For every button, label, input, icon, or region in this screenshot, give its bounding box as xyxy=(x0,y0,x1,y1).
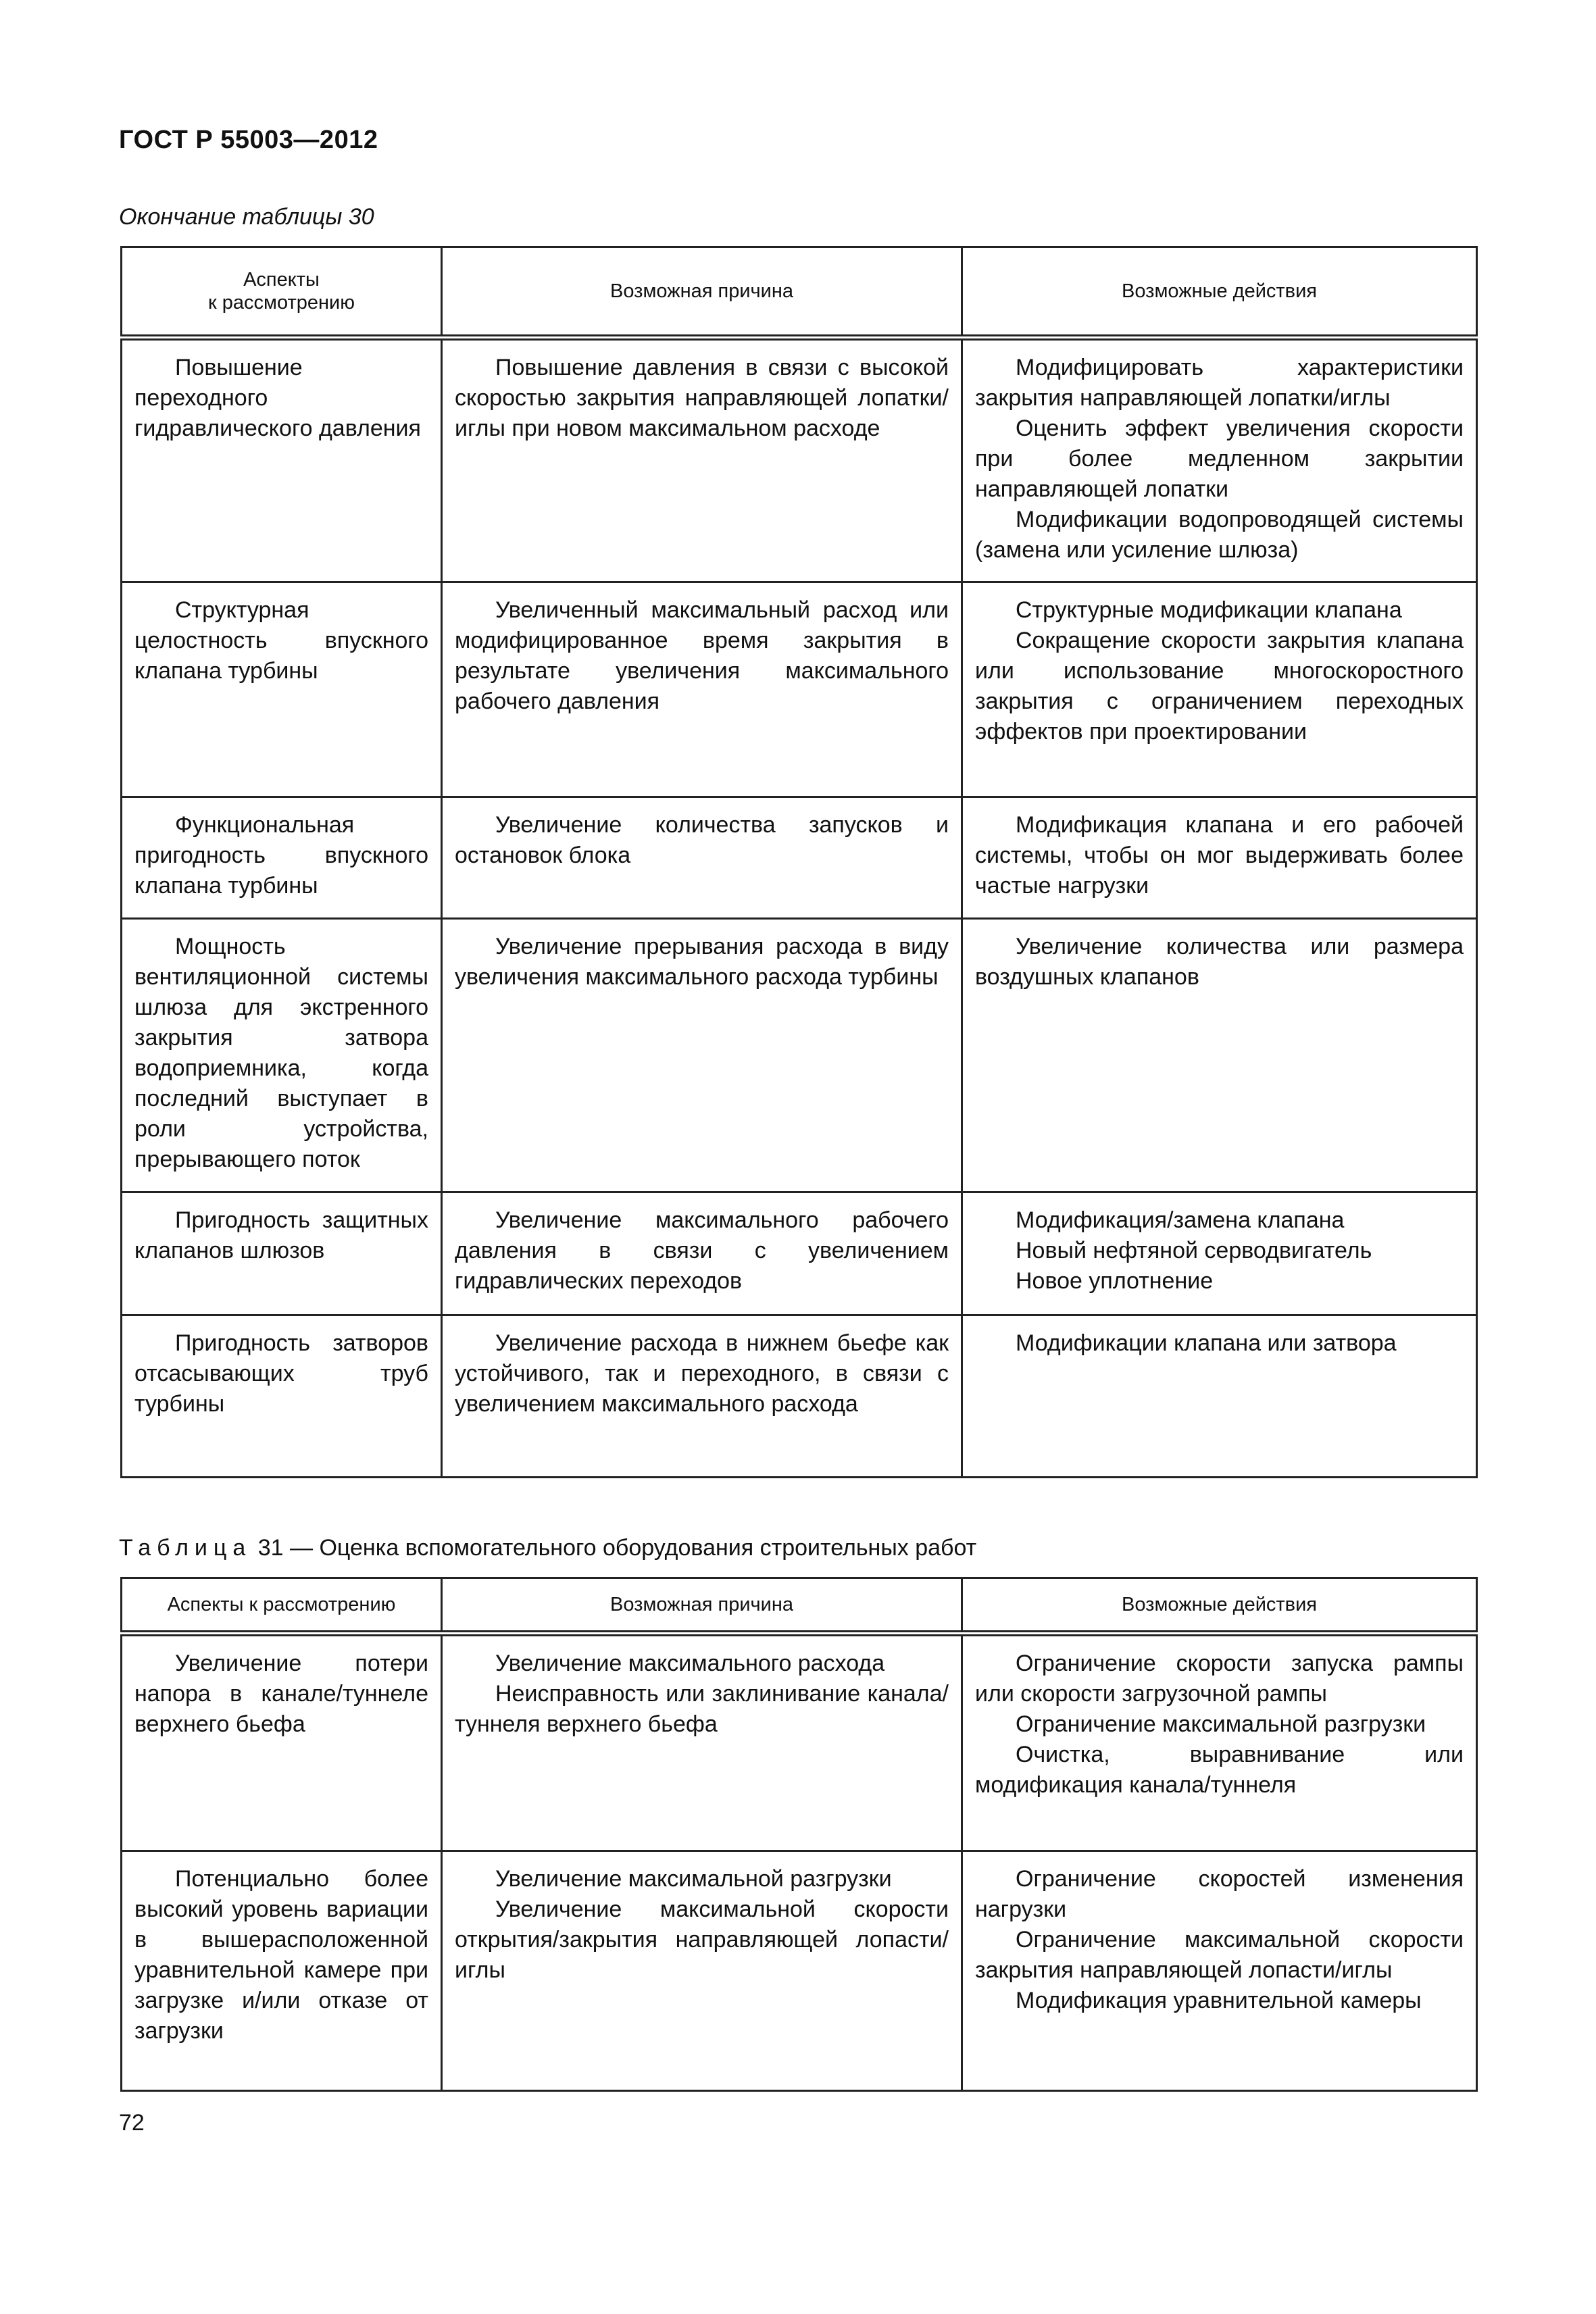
table31-caption xyxy=(119,1535,976,1561)
actions-cell xyxy=(962,338,1477,582)
cause-cell xyxy=(442,1192,962,1315)
cell-paragraph: Повышение переходного гидравлического давления xyxy=(134,355,421,441)
cause-cell xyxy=(442,338,962,582)
cell-paragraph: Увеличение максимальной скорости открытия/закрытия направляющей лопасти/иглы xyxy=(455,1896,949,1983)
aspect-cell xyxy=(122,1315,442,1478)
cell-paragraph: Увеличение количества или размера воздушных клапанов xyxy=(975,934,1464,990)
column-header-actions: Возможные действия xyxy=(962,1578,1477,1634)
cell-paragraph: Структурные модификации клапана xyxy=(1016,597,1402,623)
cell-paragraph: Увеличение потери напора в канале/туннеле верхнего бьефа xyxy=(134,1651,428,1737)
table-row xyxy=(122,1192,1477,1315)
cause-cell xyxy=(442,1634,962,1851)
aspect-cell xyxy=(122,582,442,797)
cause-cell xyxy=(442,797,962,919)
page-number: 72 xyxy=(119,2110,145,2136)
actions-cell xyxy=(962,1634,1477,1851)
column-header-cause: Возможная причина xyxy=(442,1578,962,1634)
table-row xyxy=(122,1851,1477,2091)
table31-body xyxy=(122,1634,1477,2091)
table-row xyxy=(122,582,1477,797)
column-header-aspects: Аспекты к рассмотрению xyxy=(122,1578,442,1634)
cell-paragraph: Модификации водопроводящей системы (замена или усиление шлюза) xyxy=(975,507,1464,563)
aspect-cell xyxy=(122,1634,442,1851)
cell-paragraph: Очистка, выравнивание или модификация канала/туннеля xyxy=(975,1742,1464,1798)
cell-paragraph: Новый нефтяной серводвигатель xyxy=(1016,1238,1372,1263)
aspect-cell xyxy=(122,919,442,1192)
actions-cell xyxy=(962,1192,1477,1315)
cell-paragraph: Сокращение скорости закрытия клапана или использование многоскоростного закрытия с ограничением переходных эффектов при проектировании xyxy=(975,628,1464,745)
table31-caption-text: 31 — Оценка вспомогательного оборудования строительных работ xyxy=(251,1535,977,1561)
cell-paragraph: Оценить эффект увеличения скорости при более медленном закрытии направляющей лопатки xyxy=(975,416,1464,502)
column-header-aspects: Аспекты к рассмотрению xyxy=(122,247,442,338)
actions-cell xyxy=(962,797,1477,919)
cell-paragraph: Ограничение скорости запуска рампы или скорости загрузочной рампы xyxy=(975,1651,1464,1707)
cell-paragraph: Увеличение максимального рабочего давления в связи с увеличением гидравлических переходов xyxy=(455,1207,949,1294)
cell-paragraph: Мощность вентиляционной системы шлюза для экстренного закрытия затвора водоприемника, когда последний выступает в роли устройства, прерывающего поток xyxy=(134,934,428,1172)
table-row xyxy=(122,1315,1477,1478)
cause-cell xyxy=(442,582,962,797)
actions-cell xyxy=(962,582,1477,797)
cell-paragraph: Увеличение количества запусков и остановок блока xyxy=(455,812,949,868)
actions-cell xyxy=(962,1851,1477,2091)
cell-paragraph: Ограничение скоростей изменения нагрузки xyxy=(975,1866,1464,1922)
cell-paragraph: Увеличенный максимальный расход или модифицированное время закрытия в результате увеличения максимального рабочего давления xyxy=(455,597,949,714)
column-header-actions: Возможные действия xyxy=(962,247,1477,338)
cell-paragraph: Ограничение максимальной скорости закрытия направляющей лопасти/иглы xyxy=(975,1927,1464,1983)
aspect-cell xyxy=(122,1851,442,2091)
cell-paragraph: Модификация клапана и его рабочей системы, чтобы он мог выдерживать более частые нагрузки xyxy=(975,812,1464,899)
cell-paragraph: Ограничение максимальной разгрузки xyxy=(1016,1711,1426,1737)
cell-paragraph: Функциональная пригодность впускного клапана турбины xyxy=(134,812,428,899)
table-row xyxy=(122,797,1477,919)
actions-cell xyxy=(962,919,1477,1192)
table31-header-row xyxy=(122,1578,1477,1634)
cell-paragraph: Увеличение максимальной разгрузки xyxy=(495,1866,892,1892)
cell-paragraph: Неисправность или заклинивание канала/туннеля верхнего бьефа xyxy=(455,1681,949,1737)
cell-paragraph: Потенциально более высокий уровень вариации в вышерасположенной уравнительной камере при загрузке и/или отказе от загрузки xyxy=(134,1866,428,2044)
document-title: ГОСТ Р 55003—2012 xyxy=(119,126,378,154)
column-header-cause: Возможная причина xyxy=(442,247,962,338)
cell-paragraph: Повышение давления в связи с высокой скоростью закрытия направляющей лопатки/иглы при новом максимальном расходе xyxy=(455,355,949,441)
table30-header-row xyxy=(122,247,1477,338)
actions-cell xyxy=(962,1315,1477,1478)
cell-paragraph: Структурная целостность впускного клапана турбины xyxy=(134,597,428,684)
table-30 xyxy=(120,246,1478,1478)
cause-cell xyxy=(442,1851,962,2091)
table-row xyxy=(122,919,1477,1192)
cause-cell xyxy=(442,1315,962,1478)
cell-paragraph: Модификация уравнительной камеры xyxy=(1016,1988,1422,2013)
cell-paragraph: Пригодность затворов отсасывающих труб турбины xyxy=(134,1330,428,1417)
cell-paragraph: Увеличение прерывания расхода в виду увеличения максимального расхода турбины xyxy=(455,934,949,990)
table30-caption: Окончание таблицы 30 xyxy=(119,204,374,230)
table30-body xyxy=(122,338,1477,1478)
cause-cell xyxy=(442,919,962,1192)
aspect-cell xyxy=(122,1192,442,1315)
cell-paragraph: Увеличение расхода в нижнем бьефе как устойчивого, так и переходного, в связи с увеличением максимального расхода xyxy=(455,1330,949,1417)
cell-paragraph: Новое уплотнение xyxy=(1016,1268,1214,1294)
cell-paragraph: Модификации клапана или затвора xyxy=(1016,1330,1397,1356)
aspect-cell xyxy=(122,338,442,582)
table-31 xyxy=(120,1577,1478,2092)
table31-caption-word: Таблица xyxy=(119,1535,252,1561)
cell-paragraph: Пригодность защитных клапанов шлюзов xyxy=(134,1207,428,1263)
cell-paragraph: Модификация/замена клапана xyxy=(1016,1207,1345,1233)
cell-paragraph: Модифицировать характеристики закрытия направляющей лопатки/иглы xyxy=(975,355,1464,411)
aspect-cell xyxy=(122,797,442,919)
table-row xyxy=(122,338,1477,582)
table-row xyxy=(122,1634,1477,1851)
cell-paragraph: Увеличение максимального расхода xyxy=(495,1651,885,1676)
